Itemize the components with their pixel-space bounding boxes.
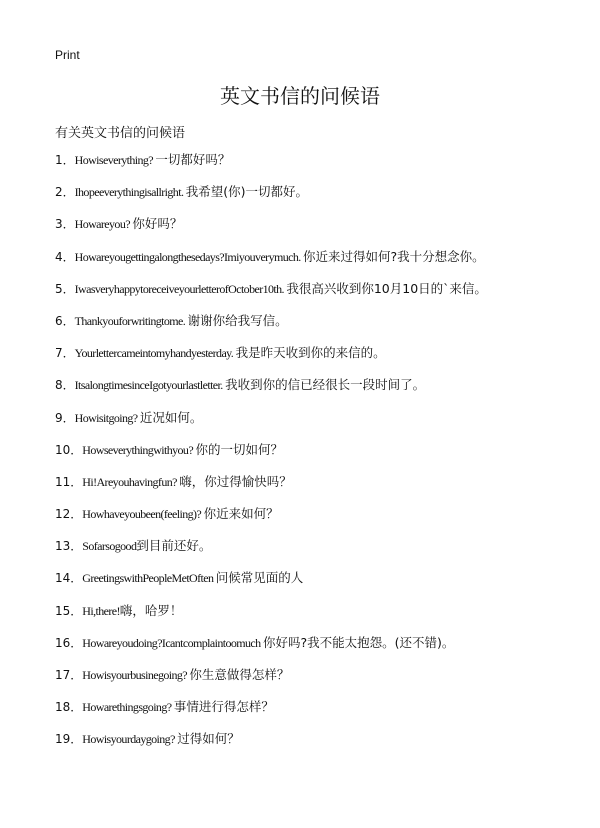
item-number: 7． (55, 346, 75, 361)
item-number: 8． (55, 378, 75, 393)
greetings-list (55, 150, 545, 762)
english-phrase: Howisitgoing? (74, 410, 140, 425)
english-phrase: Thankyouforwritingtome. (74, 313, 188, 328)
english-phrase: Howseverythingwithyou? (82, 442, 196, 457)
english-phrase: Ihopeeverythingisallright. (74, 185, 186, 200)
list-item (55, 504, 545, 524)
page-title: 英文书信的问候语 (220, 84, 380, 108)
item-number: 19． (55, 732, 83, 747)
list-item (55, 472, 545, 492)
english-phrase: GreetingswithPeopleMetOften (82, 571, 216, 586)
chinese-translation: 嗨，你过得愉快吗？ (179, 473, 292, 489)
item-number: 11． (55, 474, 83, 489)
item-number: 14． (55, 571, 83, 586)
print-label: Print (55, 48, 80, 62)
chinese-translation: 我是昨天收到你的来信的。 (235, 345, 386, 361)
english-phrase: Howhaveyoubeen(feeling)? (82, 507, 204, 522)
english-phrase: Howareyoudoing?Icantcomplaintoomuch (82, 635, 263, 650)
list-item (55, 182, 545, 202)
chinese-translation: 嗨，哈罗！ (119, 602, 183, 618)
list-item (55, 408, 545, 428)
list-item (55, 375, 545, 395)
english-phrase: Howisyourbusinegoing? (82, 668, 190, 682)
chinese-translation: 你好吗？ (132, 216, 183, 232)
chinese-translation: 我收到你的信已经很长一段时间了。 (225, 377, 426, 393)
english-phrase: Howisyourdaygoing? (82, 732, 178, 747)
list-item (55, 633, 545, 653)
item-number: 6． (55, 313, 75, 328)
item-number: 12． (55, 507, 83, 522)
english-phrase: Howareyou? (74, 217, 133, 232)
list-item (55, 729, 545, 749)
english-phrase: ItsalongtimesinceIgotyourlastletter. (74, 378, 226, 393)
english-phrase: Hi,there! (82, 603, 120, 618)
item-number: 16． (55, 635, 83, 650)
list-item (55, 568, 545, 588)
item-number: 13． (55, 539, 83, 554)
english-phrase: Howiseverything? (74, 153, 156, 167)
list-item (55, 343, 545, 363)
list-item (55, 697, 545, 717)
chinese-translation: 一切都好吗？ (155, 152, 231, 167)
chinese-translation: 事情进行得怎样？ (173, 699, 274, 715)
chinese-translation: 我很高兴收到你10月10日的`来信。 (286, 280, 487, 296)
list-item (55, 440, 545, 460)
item-number: 5． (55, 281, 75, 296)
chinese-translation: 你近来如何？ (203, 506, 279, 522)
list-item (55, 150, 545, 170)
item-number: 1． (55, 153, 75, 167)
list-item (55, 247, 545, 267)
list-item (55, 214, 545, 234)
english-phrase: Hi!Areyouhavingfun? (82, 474, 180, 489)
item-number: 15． (55, 603, 83, 618)
chinese-translation: 你的一切如何？ (195, 441, 283, 457)
chinese-translation: 我希望(你)一切都好。 (185, 184, 309, 200)
item-number: 9． (55, 410, 75, 425)
item-number: 3． (55, 217, 75, 232)
chinese-translation: 你近来过得如何?我十分想念你。 (303, 248, 485, 264)
chinese-translation: 到目前还好。 (136, 538, 212, 554)
list-item (55, 536, 545, 556)
english-phrase: Sofarsogood (82, 539, 137, 554)
list-item (55, 279, 545, 299)
english-phrase: Yourlettercameintomyhandyesterday. (74, 346, 236, 361)
chinese-translation: 你好吗?我不能太抱怨。(还不错)。 (262, 634, 455, 650)
english-phrase: Howareyougettingalongthesedays?Imiyouverymuch. (74, 249, 304, 264)
list-item (55, 311, 545, 331)
chinese-translation: 问候常见面的人 (215, 570, 304, 586)
item-number: 18． (55, 700, 83, 715)
list-item (55, 665, 545, 685)
subtitle: 有关英文书信的问候语 (55, 126, 186, 141)
english-phrase: IwasveryhappytoreceiveyourletterofOctober10th. (74, 281, 287, 296)
list-item (55, 601, 545, 621)
item-number: 10． (55, 442, 83, 457)
item-number: 4． (55, 249, 75, 264)
chinese-translation: 过得如何？ (177, 731, 240, 747)
item-number: 2． (55, 185, 75, 200)
chinese-translation: 谢谢你给我写信。 (187, 312, 288, 328)
english-phrase: Howarethingsgoing? (82, 700, 174, 715)
item-number: 17． (55, 668, 83, 682)
chinese-translation: 近况如何。 (139, 409, 203, 425)
chinese-translation: 你生意做得怎样？ (189, 667, 290, 682)
